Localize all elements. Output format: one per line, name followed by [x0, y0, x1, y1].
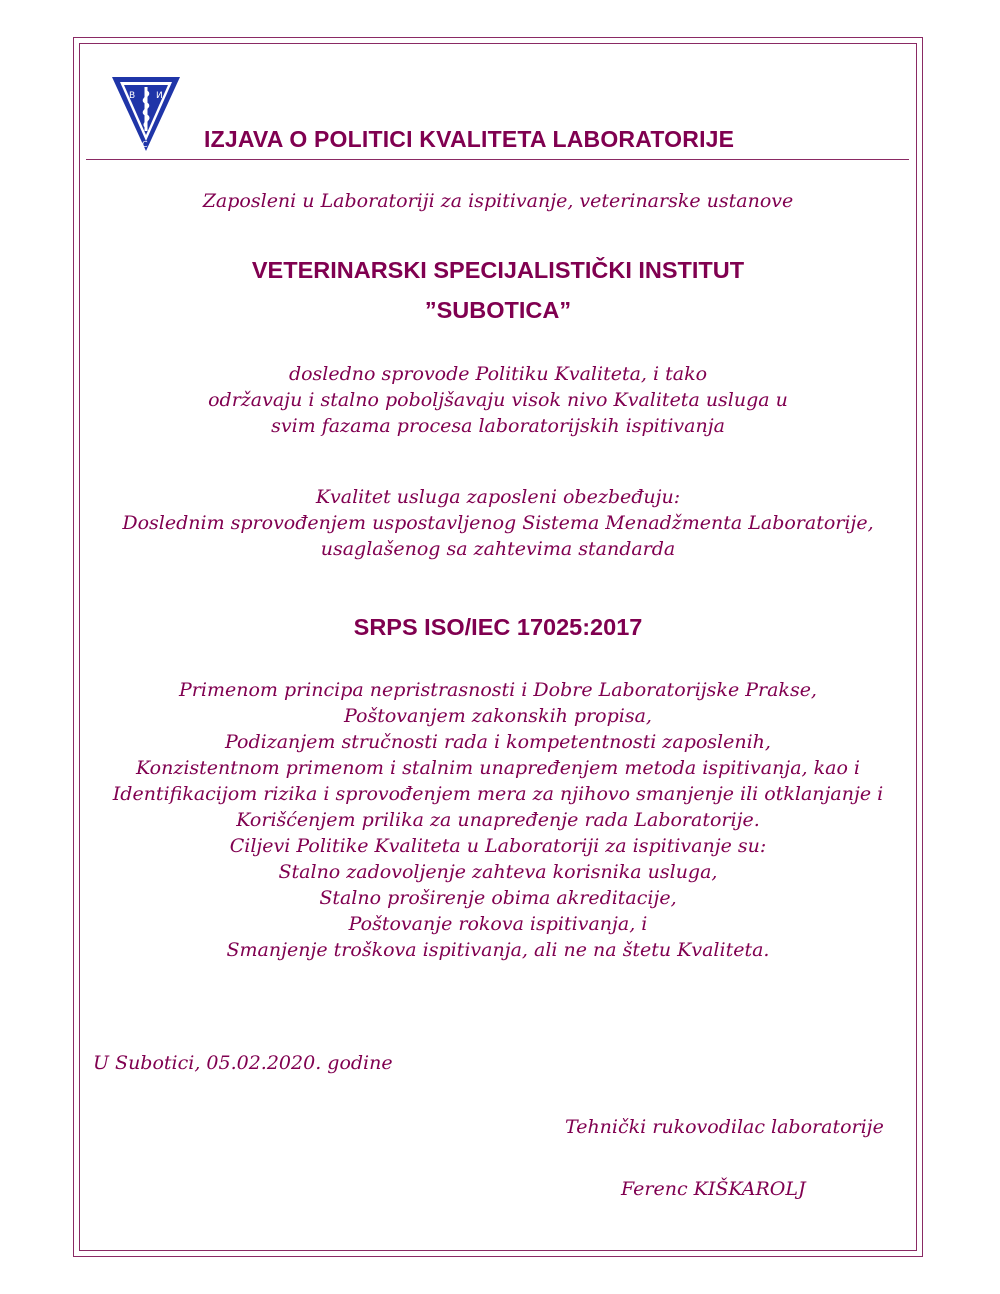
logo-letter-s: С [142, 140, 148, 149]
goal-item: Stalno proširenje obima akreditacije, [319, 887, 677, 909]
standard-title: SRPS ISO/IEC 17025:2017 [353, 614, 643, 640]
goal-item: Poštovanje rokova ispitivanja, i [348, 913, 648, 935]
quality-line: usaglašenog sa zahtevima standarda [320, 538, 676, 560]
standard-block [80, 607, 916, 647]
goal-item: Smanjenje troškova ispitivanja, ali ne na štetu Kvaliteta. [226, 939, 770, 961]
quality-line: Kvalitet usluga zaposleni obezbeđuju: [315, 486, 681, 508]
principle-item: Identifikacijom rizika i sprovođenjem mera za njihovo smanjenje ili otklanjanje i [112, 783, 884, 805]
principle-item: Poštovanjem zakonskih propisa, [344, 705, 652, 727]
institute-name-line1: VETERINARSKI SPECIJALISTIČKI INSTITUT [251, 257, 745, 283]
quality-paragraph [80, 484, 916, 562]
logo-letter-v: В [129, 91, 136, 101]
intro-text: Zaposleni u Laboratoriji za ispitivanje, veterinarske ustanove [202, 190, 794, 212]
header-divider [86, 159, 909, 160]
principle-item: Korišćenjem prilika za unapređenje rada Laboratorije. [236, 809, 760, 831]
quality-line: Doslednim sprovođenjem uspostavljenog Sistema Menadžmenta Laboratorije, [122, 512, 874, 534]
institute-name-block [80, 250, 916, 330]
intro-block [80, 188, 916, 214]
principles-list [80, 677, 916, 963]
principle-item: Konzistentnom primenom i stalnim unapređenjem metoda ispitivanja, kao i [135, 757, 861, 779]
signatory-role: Tehnički rukovodilac laboratorije [565, 1116, 884, 1138]
goal-item: Stalno zadovoljenje zahteva korisnika usluga, [278, 861, 718, 883]
policy-paragraph [80, 361, 916, 439]
principle-item: Primenom principa nepristrasnosti i Dobre Laboratorijske Prakse, [179, 679, 817, 701]
policy-line: dosledno sprovode Politiku Kvaliteta, i tako [288, 363, 708, 385]
goals-heading: Ciljevi Politike Kvaliteta u Laboratoriji za ispitivanje su: [229, 835, 767, 857]
institute-name-line2: ”SUBOTICA” [424, 297, 572, 323]
logo-letter-i: И [156, 91, 163, 101]
document-title: IZJAVA O POLITICI KVALITETA LABORATORIJE [204, 126, 735, 152]
policy-line: održavaju i stalno poboljšavaju visok nivo Kvaliteta usluga u [208, 389, 788, 411]
institute-logo [110, 75, 182, 153]
signatory-name: Ferenc KIŠKAROLJ [621, 1178, 806, 1200]
policy-line: svim fazama procesa laboratorijskih ispitivanja [271, 415, 725, 437]
date-place: U Subotici, 05.02.2020. godine [93, 1052, 393, 1074]
principle-item: Podizanjem stručnosti rada i kompetentnosti zaposlenih, [225, 731, 771, 753]
